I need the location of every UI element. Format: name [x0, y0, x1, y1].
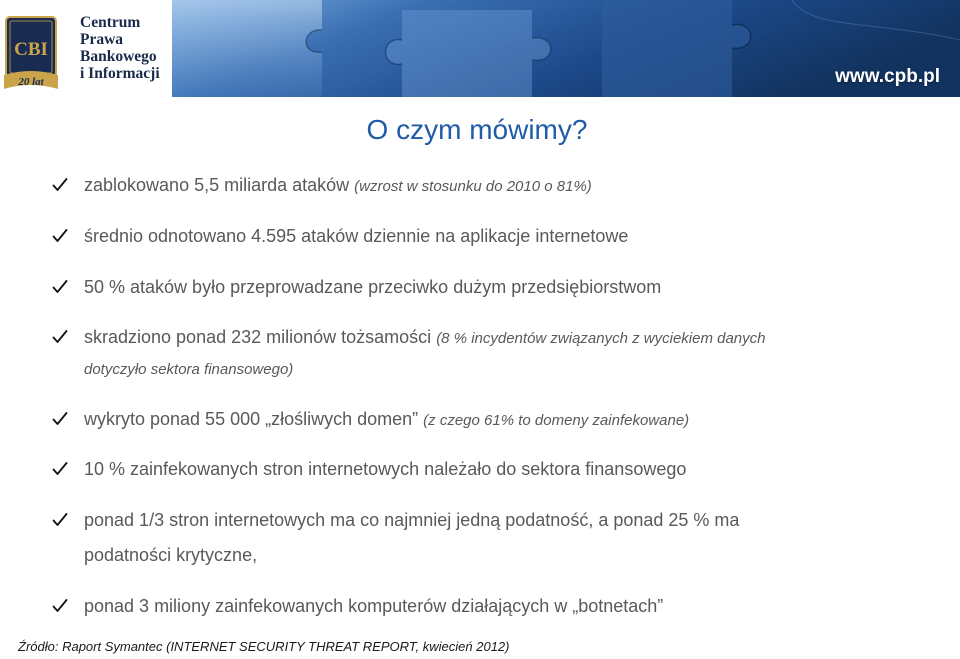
svg-text:CBI: CBI: [14, 39, 48, 60]
bullet-text: ponad 1/3 stron internetowych ma co najmniej jedną podatność, a ponad 25 % ma: [84, 510, 740, 530]
bullet-item: [52, 174, 592, 196]
check-icon: [52, 512, 68, 528]
bullet-item: [52, 458, 686, 480]
bullet-text: wykryto ponad 55 000 „złośliwych domen”: [84, 409, 419, 429]
source-note: Źródło: Raport Symantec (INTERNET SECURITY THREAT REPORT, kwiecień 2012): [18, 639, 510, 654]
bullet-note-continuation: dotyczyło sektora finansowego): [84, 361, 294, 378]
bullet-item: [52, 326, 766, 348]
website-url: www.cpb.pl: [835, 66, 940, 87]
bullet-text: ponad 3 miliony zainfekowanych komputerów działających w „botnetach”: [84, 596, 664, 616]
bullet-text-continuation: podatności krytyczne,: [84, 545, 258, 565]
bullet-item: [52, 276, 661, 298]
bullet-note: (z czego 61% to domeny zainfekowane): [423, 412, 690, 429]
logo-name-line: i Informacji: [80, 65, 160, 82]
logo-seal: [4, 15, 58, 93]
bullet-note: (wzrost w stosunku do 2010 o 81%): [354, 178, 592, 195]
check-icon: [52, 228, 68, 244]
bullet-text: zablokowano 5,5 miliarda ataków: [84, 175, 350, 195]
bullet-text: 50 % ataków było przeprowadzane przeciwko dużym przedsiębiorstwom: [84, 277, 662, 297]
bullet-note: (8 % incydentów związanych z wyciekiem danych: [436, 330, 766, 347]
check-icon: [52, 177, 68, 193]
logo-name-line: Bankowego: [80, 48, 157, 65]
bullet-item: [52, 225, 628, 247]
check-icon: [52, 461, 68, 477]
bullet-text: średnio odnotowano 4.595 ataków dziennie na aplikacje internetowe: [84, 226, 629, 246]
logo-name-line: Centrum: [80, 14, 141, 31]
bullet-item: [52, 408, 689, 430]
check-icon: [52, 411, 68, 427]
bullet-item: [52, 595, 663, 617]
slide-title: O czym mówimy?: [366, 114, 588, 145]
bullet-text: skradziono ponad 232 milionów tożsamości: [84, 327, 432, 347]
check-icon: [52, 329, 68, 345]
check-icon: [52, 279, 68, 295]
logo-name-line: Prawa: [80, 31, 124, 48]
svg-text:20 lat: 20 lat: [18, 76, 44, 88]
bullet-item: [52, 509, 739, 531]
logo-name: [80, 14, 160, 82]
bullet-text: 10 % zainfekowanych stron internetowych należało do sektora finansowego: [84, 459, 687, 479]
check-icon: [52, 598, 68, 614]
